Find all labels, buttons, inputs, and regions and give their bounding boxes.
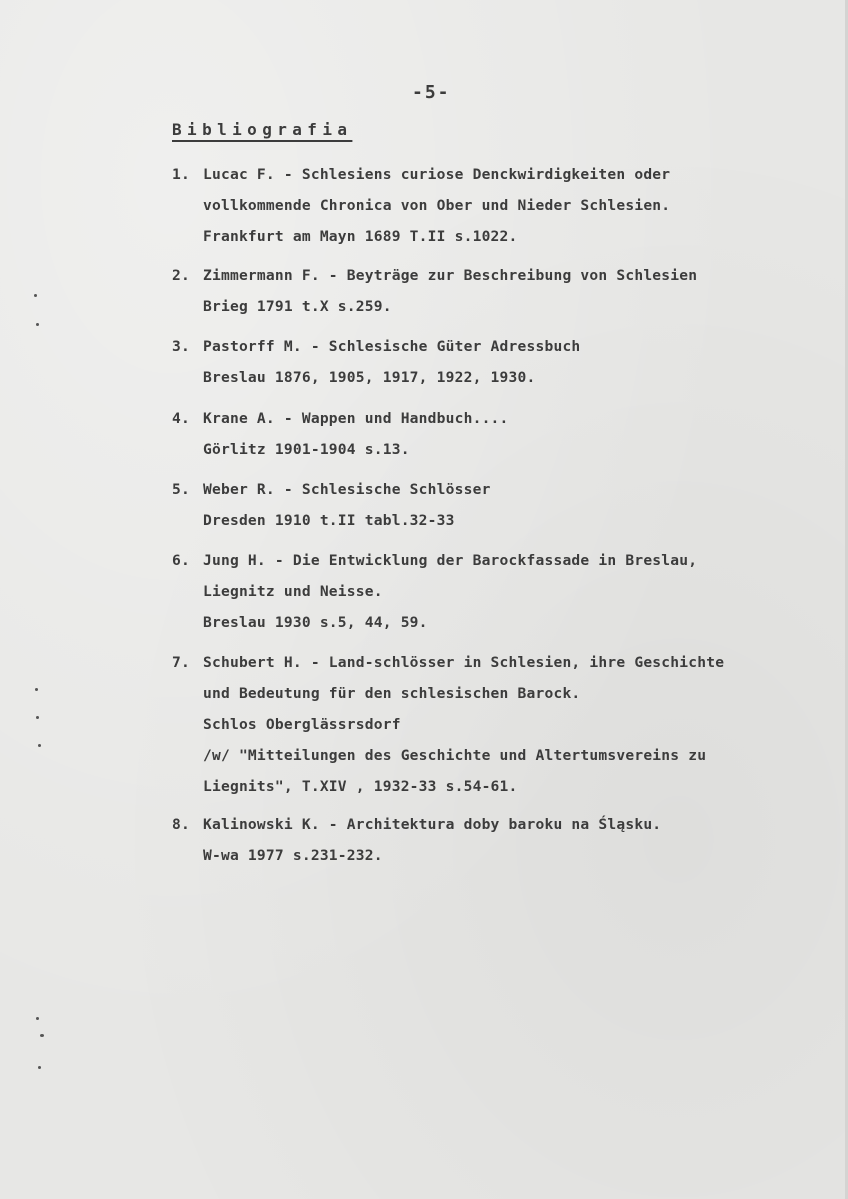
entry-number: 2. — [172, 267, 190, 284]
entry-line: Dresden 1910 t.II tabl.32-33 — [203, 512, 455, 529]
margin-speck — [38, 1066, 41, 1069]
entry-line: und Bedeutung für den schlesischen Barock. — [203, 685, 581, 702]
bibliography-entry — [172, 403, 812, 465]
entry-number: 8. — [172, 816, 190, 833]
margin-speck — [36, 1017, 39, 1020]
entry-line: Weber R. - Schlesische Schlösser — [203, 481, 491, 498]
entry-line: Brieg 1791 t.X s.259. — [203, 298, 392, 315]
entry-line: Schlos Oberglässrsdorf — [203, 716, 401, 733]
entry-line: Zimmermann F. - Beyträge zur Beschreibung von Schlesien — [203, 267, 698, 284]
bibliography-entry — [172, 647, 812, 802]
bibliography-entry — [172, 809, 812, 871]
entry-line: Krane A. - Wappen und Handbuch.... — [203, 410, 509, 427]
entry-line: Görlitz 1901-1904 s.13. — [203, 441, 410, 458]
entry-number: 4. — [172, 410, 190, 427]
margin-speck — [40, 1034, 44, 1037]
entry-number: 3. — [172, 338, 190, 355]
entry-line: Pastorff M. - Schlesische Güter Adressbuch — [203, 338, 581, 355]
entry-line: Breslau 1930 s.5, 44, 59. — [203, 614, 428, 631]
bibliography-heading: Bibliografia — [172, 120, 353, 139]
bibliography-entry — [172, 331, 812, 393]
entry-number: 7. — [172, 654, 190, 671]
entry-line: Frankfurt am Mayn 1689 T.II s.1022. — [203, 228, 518, 245]
bibliography-entry — [172, 260, 812, 322]
bibliography-entry — [172, 159, 812, 252]
entry-line: Kalinowski K. - Architektura doby baroku na Śląsku. — [203, 816, 662, 833]
margin-speck — [38, 744, 41, 747]
entry-line: Jung H. - Die Entwicklung der Barockfassade in Breslau, — [203, 552, 698, 569]
entry-line: /w/ "Mitteilungen des Geschichte und Altertumsvereins zu — [203, 747, 707, 764]
entry-line: Liegnits", T.XIV , 1932-33 s.54-61. — [203, 778, 518, 795]
margin-speck — [36, 323, 39, 326]
entry-number: 1. — [172, 166, 190, 183]
entry-line: Breslau 1876, 1905, 1917, 1922, 1930. — [203, 369, 536, 386]
bibliography-entry — [172, 474, 812, 536]
entry-line: Schubert H. - Land-schlösser in Schlesien, ihre Geschichte — [203, 654, 725, 671]
page-number: -5- — [412, 82, 451, 103]
margin-speck — [35, 688, 38, 691]
margin-speck — [36, 716, 39, 719]
entry-number: 6. — [172, 552, 190, 569]
entry-line: vollkommende Chronica von Ober und Nieder Schlesien. — [203, 197, 671, 214]
entry-line: W-wa 1977 s.231-232. — [203, 847, 383, 864]
entry-line: Lucac F. - Schlesiens curiose Denckwirdigkeiten oder — [203, 166, 671, 183]
margin-speck — [34, 294, 37, 297]
bibliography-entry — [172, 545, 812, 638]
entry-line: Liegnitz und Neisse. — [203, 583, 383, 600]
entry-number: 5. — [172, 481, 190, 498]
